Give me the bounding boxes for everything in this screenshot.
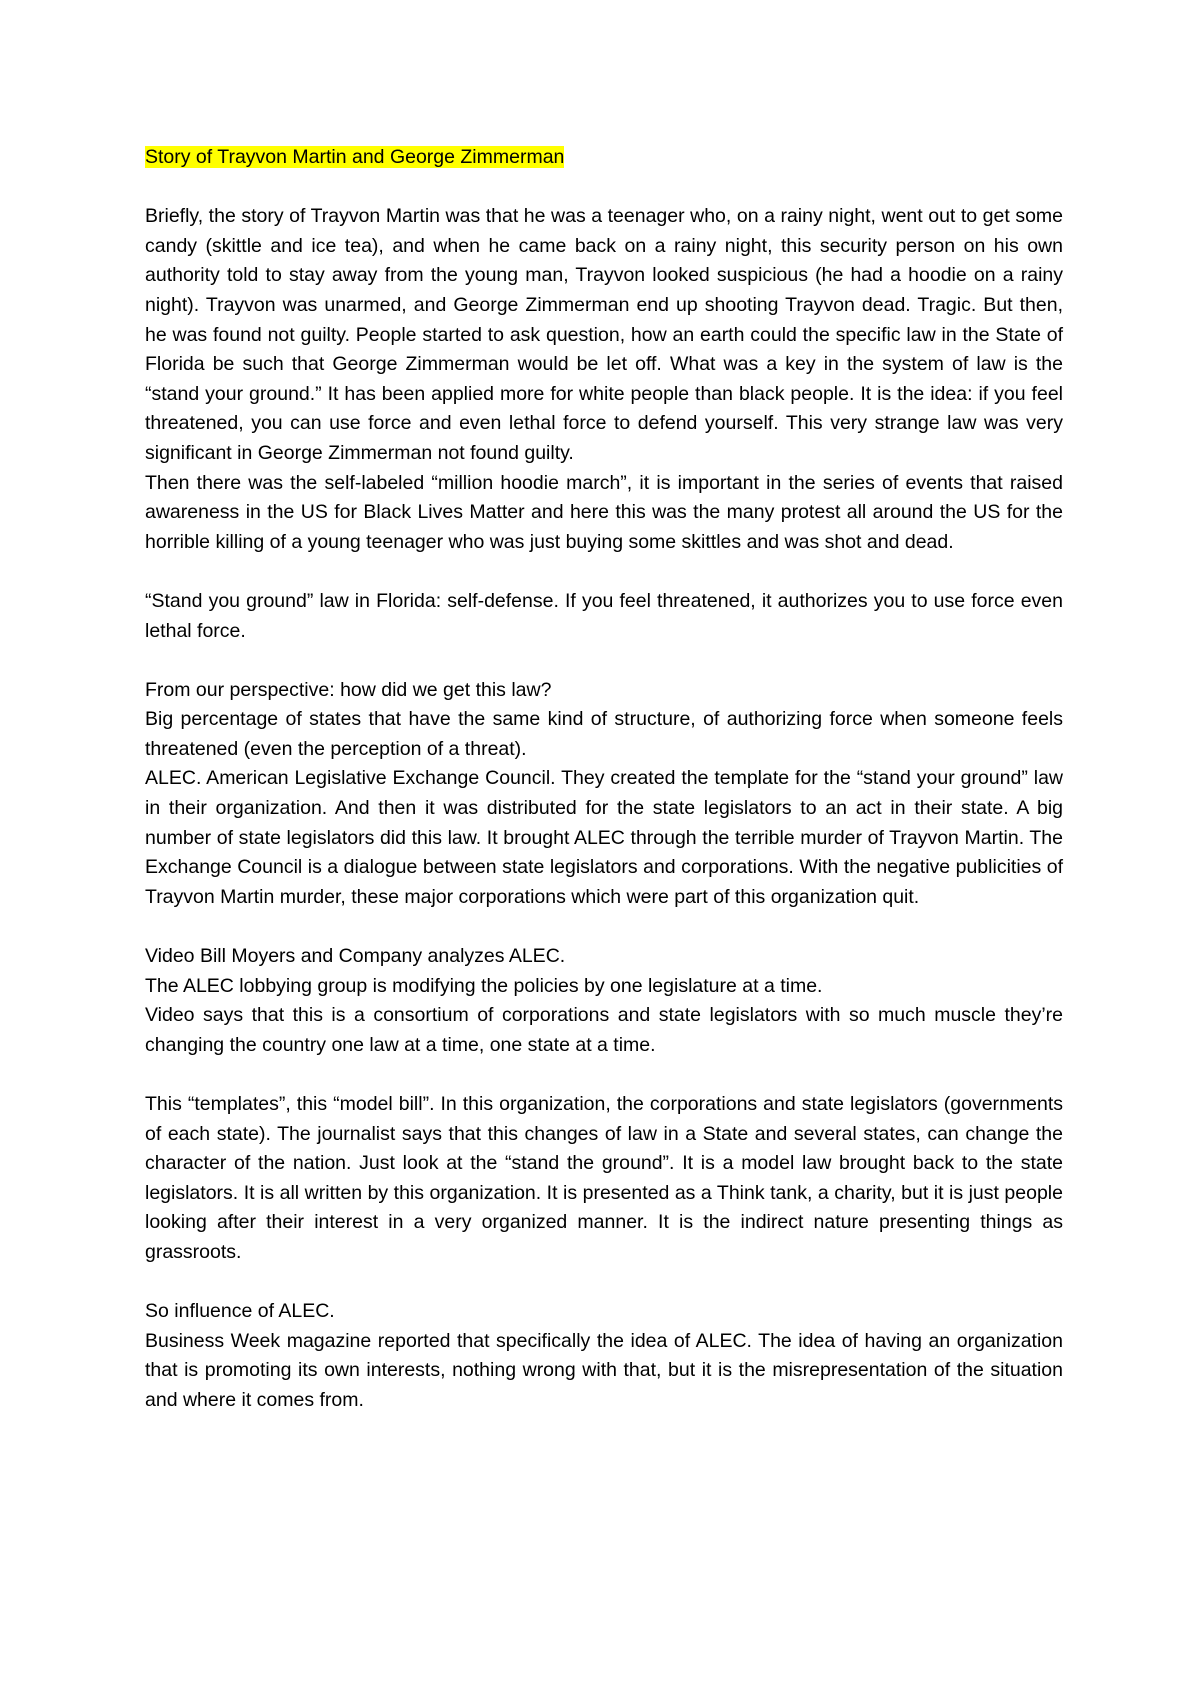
paragraph-alec: ALEC. American Legislative Exchange Council. They created the template for the “stand your ground” law in their organization. And then it was distributed for the state legislators to an act in their state. A big number of state legislators did this law. It brought ALEC through the terrible murder of Trayvon Martin. The Exchange Council is a dialogue between state legislators and corporations. With the negative publicities of Trayvon Martin murder, these major corporations which were part of this organization quit. <box>145 767 1063 908</box>
paragraph-templates: This “templates”, this “model bill”. In this organization, the corporations and state legislators (governments of each state). The journalist says that this changes of law in a State and several states, can change the character of the nation. Just look at the “stand the ground”. It is a model law brought back to the state legislators. It is all written by this organization. It is presented as a Think tank, a charity, but it is just people looking after their interest in a very organized manner. It is the indirect nature presenting things as grassroots. <box>145 1093 1063 1263</box>
paragraph-percentage-of-states: Big percentage of states that have the same kind of structure, of authorizing force when someone feels threatened (even the perception of a threat). <box>145 708 1063 760</box>
paragraph-million-hoodie-march: Then there was the self-labeled “million hoodie march”, it is important in the series of events that raised awareness in the US for Black Lives Matter and here this was the many protest all around the US for the horrible killing of a young teenager who was just buying some skittles and was shot and dead. <box>145 471 1063 553</box>
document-title: Story of Trayvon Martin and George Zimmerman <box>145 146 565 168</box>
spacer <box>145 173 1063 203</box>
title-line <box>145 143 1063 173</box>
spacer <box>145 912 1063 942</box>
spacer <box>145 646 1063 676</box>
spacer <box>145 1268 1063 1298</box>
paragraph-video-bill-moyers: Video Bill Moyers and Company analyzes ALEC. <box>145 945 566 968</box>
paragraph-stand-your-ground: “Stand you ground” law in Florida: self-defense. If you feel threatened, it authorizes you to use force even lethal force. <box>145 589 1063 642</box>
document-page <box>145 143 1063 1416</box>
spacer <box>145 557 1063 587</box>
spacer <box>145 1060 1063 1090</box>
paragraph-video-consortium: Video says that this is a consortium of corporations and state legislators with so much muscle they’re changing the country one law at a time, one state at a time. <box>145 1004 1063 1056</box>
paragraph-perspective: From our perspective: how did we get this law? <box>145 678 552 701</box>
paragraph-influence: So influence of ALEC. <box>145 1300 335 1323</box>
paragraph-alec-lobbying: The ALEC lobbying group is modifying the policies by one legislature at a time. <box>145 974 823 997</box>
paragraph-story: Briefly, the story of Trayvon Martin was that he was a teenager who, on a rainy night, went out to get some candy (skittle and ice tea), and when he came back on a rainy night, this security person on his own authority told to stay away from the young man, Trayvon looked suspicious (he had a hoodie on a rainy night). Trayvon was unarmed, and George Zimmerman end up shooting Trayvon dead. Tragic. But then, he was found not guilty. People started to ask question, how an earth could the specific law in the State of Florida be such that George Zimmerman would be let off. What was a key in the system of law is the “stand your ground.” It has been applied more for white people than black people. It is the idea: if you feel threatened, you can use force and even lethal force to defend yourself. This very strange law was very significant in George Zimmerman not found guilty. <box>145 205 1063 464</box>
paragraph-business-week: Business Week magazine reported that specifically the idea of ALEC. The idea of having an organization that is promoting its own interests, nothing wrong with that, but it is the misrepresentation of the situation and where it comes from. <box>145 1329 1063 1411</box>
